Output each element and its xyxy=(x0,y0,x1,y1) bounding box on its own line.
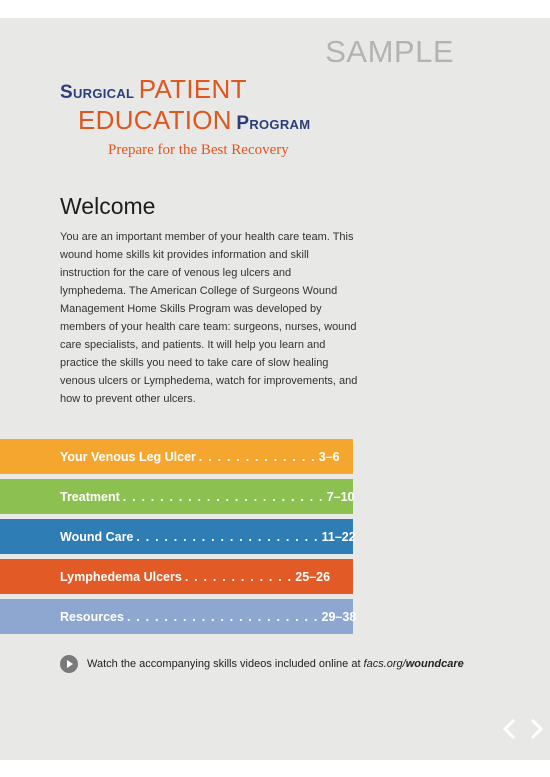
toc-item-venous-leg-ulcer[interactable] xyxy=(0,439,353,474)
toc-item-wound-care[interactable] xyxy=(0,519,356,554)
toc-dots: . . . . . . . . . . . . . xyxy=(198,449,316,464)
logo-tagline: Prepare for the Best Recovery xyxy=(108,142,289,158)
video-link-bold: woundcare xyxy=(405,658,464,670)
video-note-text: Watch the accompanying skills videos included online at xyxy=(87,658,361,670)
toc-pages: 11–22 xyxy=(321,529,356,544)
toc-item-lymphedema-ulcers[interactable] xyxy=(0,559,353,594)
toc-label: Resources xyxy=(60,609,124,624)
toc-pages: 7–10 xyxy=(326,489,355,504)
logo-education: EDUCATION xyxy=(78,105,232,135)
toc-pages: 25–26 xyxy=(295,569,331,584)
program-logo xyxy=(60,76,350,159)
toc-dots: . . . . . . . . . . . . . . . . . . . . xyxy=(136,529,319,544)
toc-dots: . . . . . . . . . . . . . . . . . . . . . . xyxy=(122,489,324,504)
video-link[interactable] xyxy=(364,658,464,670)
toc-dots: . . . . . . . . . . . . . . . . . . . . . xyxy=(126,609,319,624)
toc-pages: 29–38 xyxy=(321,609,357,624)
chevron-left-icon[interactable] xyxy=(502,718,518,740)
video-link-prefix: facs.org/ xyxy=(363,658,406,670)
chevron-right-icon[interactable] xyxy=(528,718,544,740)
toc-pages: 3–6 xyxy=(318,449,340,464)
toc-label: Wound Care xyxy=(60,529,134,544)
welcome-heading: Welcome xyxy=(60,193,156,219)
toc-item-resources[interactable] xyxy=(0,599,357,634)
logo-program: Program xyxy=(236,113,311,134)
table-of-contents xyxy=(0,439,357,639)
play-icon[interactable] xyxy=(60,655,78,673)
toc-item-treatment[interactable] xyxy=(0,479,353,514)
video-note xyxy=(60,655,464,673)
toc-label: Treatment xyxy=(60,489,120,504)
toc-label: Lymphedema Ulcers xyxy=(60,569,182,584)
page-navigation xyxy=(502,718,544,740)
logo-surgical: Surgical xyxy=(60,82,135,103)
toc-dots: . . . . . . . . . . . . xyxy=(184,569,293,584)
document-page xyxy=(0,18,550,760)
welcome-paragraph: You are an important member of your health care team. This wound home skills kit provides information and skill instruction for the care of venous leg ulcers and lymphedema. The American College of Surgeons Wound Management Home Skills Program was developed by members of your health care team: surgeons, nurses, wound care specialists, and patients. It will help you learn and practice the skills you need to take care of slow healing venous ulcers or Lymphedema, watch for improvements, and how to prevent other ulcers. xyxy=(60,231,358,405)
logo-patient: PATIENT xyxy=(138,74,247,104)
sample-watermark: SAMPLE xyxy=(325,34,454,69)
toc-label: Your Venous Leg Ulcer xyxy=(60,449,196,464)
